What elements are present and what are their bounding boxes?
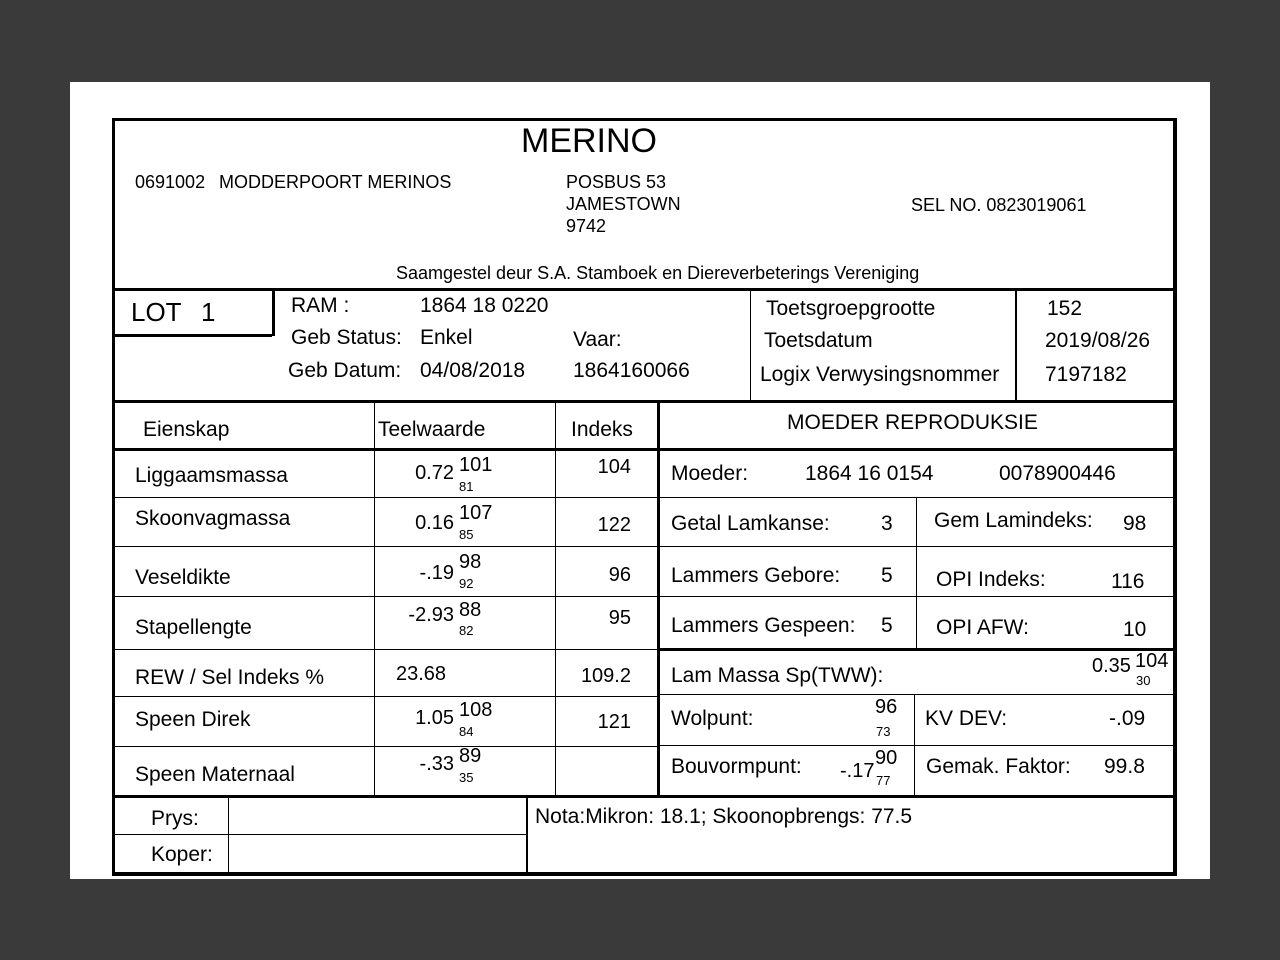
breed-title: MERINO: [521, 122, 657, 160]
wolpunt-lower: 73: [876, 724, 891, 739]
prys-label: Prys:: [151, 807, 199, 830]
opi-afw-label: OPI AFW:: [936, 616, 1029, 639]
accuracy-lower: 85: [459, 527, 474, 542]
kv-dev-label: KV DEV:: [925, 707, 1008, 730]
footer-row-line: [112, 834, 527, 835]
trait-name: Stapellengte: [135, 616, 252, 639]
accuracy-upper: 88: [459, 599, 482, 621]
address-line-3: 9742: [566, 216, 607, 236]
accuracy-upper: 101: [459, 454, 493, 476]
lammers-gespeen-label: Lammers Gespeen:: [671, 614, 856, 637]
bouvormpunt-label: Bouvormpunt:: [671, 755, 802, 778]
nota-text: Nota:Mikron: 18.1; Skoonopbrengs: 77.5: [535, 805, 913, 828]
border-top: [112, 118, 1176, 121]
row-line: [112, 546, 658, 547]
index-value: 104: [597, 456, 631, 478]
geb-status-label: Geb Status:: [291, 326, 402, 349]
address-line-2: JAMESTOWN: [566, 194, 681, 214]
trait-name: Skoonvagmassa: [135, 507, 291, 530]
accuracy-lower: 82: [459, 623, 474, 638]
breeder-code: 0691002: [135, 172, 206, 192]
breeding-value: -.33: [419, 753, 454, 775]
moeder-id: 1864 16 0154: [805, 462, 934, 485]
gemak-faktor-label: Gemak. Faktor:: [926, 755, 1071, 778]
trait-name: REW / Sel Indeks %: [135, 666, 325, 689]
wolpunt-label: Wolpunt:: [671, 707, 754, 730]
accuracy-lower: 84: [459, 724, 474, 739]
koper-label: Koper:: [151, 843, 213, 866]
breeding-value: -.19: [419, 562, 454, 584]
opi-afw-value: 10: [1123, 618, 1147, 641]
sale-card: [70, 82, 1210, 879]
lot-divider-2: [1015, 288, 1017, 402]
bouvormpunt-upper: 90: [875, 747, 898, 769]
opi-indeks-value: 116: [1111, 570, 1145, 593]
toetsgroep-value: 152: [1047, 297, 1083, 320]
col-divider-2: [555, 400, 556, 796]
index-value: 96: [608, 564, 631, 586]
toetsgroep-label: Toetsgroepgrootte: [766, 297, 936, 320]
compiled-by: Saamgestel deur S.A. Stamboek en Diereverbeterings Vereniging: [396, 263, 920, 283]
accuracy-upper: 98: [459, 551, 482, 573]
mother-line-thick: [658, 648, 1175, 651]
breeding-value: 1.05: [415, 707, 454, 729]
accuracy-upper: 108: [459, 699, 493, 721]
vaar-label: Vaar:: [573, 328, 622, 351]
accuracy-lower: 92: [459, 576, 474, 591]
lam-massa-label: Lam Massa Sp(TWW):: [671, 664, 884, 687]
mother-section-title: MOEDER REPRODUKSIE: [787, 411, 1038, 434]
gem-lamindeks-value: 98: [1123, 512, 1147, 535]
ram-value: 1864 18 0220: [420, 294, 549, 317]
accuracy-lower: 81: [459, 479, 474, 494]
trait-name: Speen Maternaal: [135, 763, 295, 786]
lam-massa-upper: 104: [1135, 650, 1169, 672]
breeding-value: 0.72: [415, 462, 454, 484]
toetsdatum-value: 2019/08/26: [1045, 329, 1151, 352]
sel-number: SEL NO. 0823019061: [911, 195, 1087, 215]
gemak-faktor-value: 99.8: [1104, 755, 1145, 778]
trait-name: Liggaamsmassa: [135, 464, 288, 487]
header-teelwaarde: Teelwaarde: [378, 418, 486, 441]
mother-line: [658, 694, 1175, 695]
lot-box-right: [272, 288, 275, 336]
border-bottom: [112, 872, 1176, 876]
vaar-value: 1864160066: [573, 359, 690, 382]
toetsdatum-label: Toetsdatum: [764, 329, 873, 352]
lot-number: 1: [201, 297, 216, 327]
header-indeks: Indeks: [571, 418, 633, 441]
ram-label: RAM :: [291, 294, 350, 317]
lammers-gebore-label: Lammers Gebore:: [671, 564, 841, 587]
bouvormpunt-lower: 77: [876, 773, 891, 788]
breeding-value: 0.16: [415, 512, 454, 534]
getal-lamkanse-label: Getal Lamkanse:: [671, 512, 830, 535]
lot-label: LOT: [131, 297, 182, 327]
row-line: [112, 596, 658, 597]
lot-box-bottom: [112, 334, 272, 337]
lam-massa-lower: 30: [1136, 673, 1151, 688]
footer-divider-label: [228, 796, 229, 874]
geb-datum-label: Geb Datum:: [288, 359, 402, 382]
bouvormpunt-value: -.17: [840, 760, 875, 782]
trait-name: Speen Direk: [135, 708, 251, 731]
lammers-gespeen-value: 5: [881, 614, 893, 637]
index-value: 95: [608, 607, 631, 629]
accuracy-upper: 107: [459, 502, 493, 524]
breeder-name: MODDERPOORT MERINOS: [219, 172, 452, 192]
index-value: 122: [597, 514, 631, 536]
breeding-value: 23.68: [396, 663, 447, 685]
geb-status-value: Enkel: [420, 326, 473, 349]
row-line: [112, 696, 658, 697]
lot-divider-1: [750, 288, 751, 402]
wolpunt-upper: 96: [875, 696, 898, 718]
index-value: 121: [597, 711, 631, 733]
kv-dev-value: -.09: [1109, 707, 1146, 730]
moeder-label: Moeder:: [671, 462, 749, 485]
row-line: [112, 746, 658, 747]
breeding-value: -2.93: [408, 604, 454, 626]
accuracy-upper: 89: [459, 745, 482, 767]
row-line: [112, 649, 658, 650]
logix-label: Logix Verwysingsnommer: [760, 363, 1000, 386]
gem-lamindeks-label: Gem Lamindeks:: [934, 509, 1093, 532]
logix-value: 7197182: [1045, 363, 1127, 386]
divider-footer: [112, 795, 1176, 798]
col-divider-1: [374, 400, 375, 796]
col-divider-3: [657, 400, 660, 796]
row-line: [112, 497, 658, 498]
lammers-gebore-value: 5: [881, 564, 893, 587]
geb-datum-value: 04/08/2018: [420, 359, 526, 382]
divider-table-head: [112, 448, 1176, 451]
mother-line: [658, 745, 1175, 746]
trait-name: Veseldikte: [135, 566, 231, 589]
opi-indeks-label: OPI Indeks:: [936, 568, 1046, 591]
index-value: 109.2: [580, 665, 631, 687]
accuracy-lower: 35: [459, 770, 474, 785]
moeder-code: 0078900446: [999, 462, 1116, 485]
address-line-1: POSBUS 53: [566, 172, 667, 192]
footer-divider-main: [526, 796, 528, 874]
lam-massa-value: 0.35: [1092, 655, 1131, 677]
mother-divider-a: [916, 497, 917, 648]
header-eienskap: Eienskap: [143, 418, 230, 441]
mother-divider-b: [914, 694, 915, 796]
getal-lamkanse-value: 3: [881, 512, 893, 535]
